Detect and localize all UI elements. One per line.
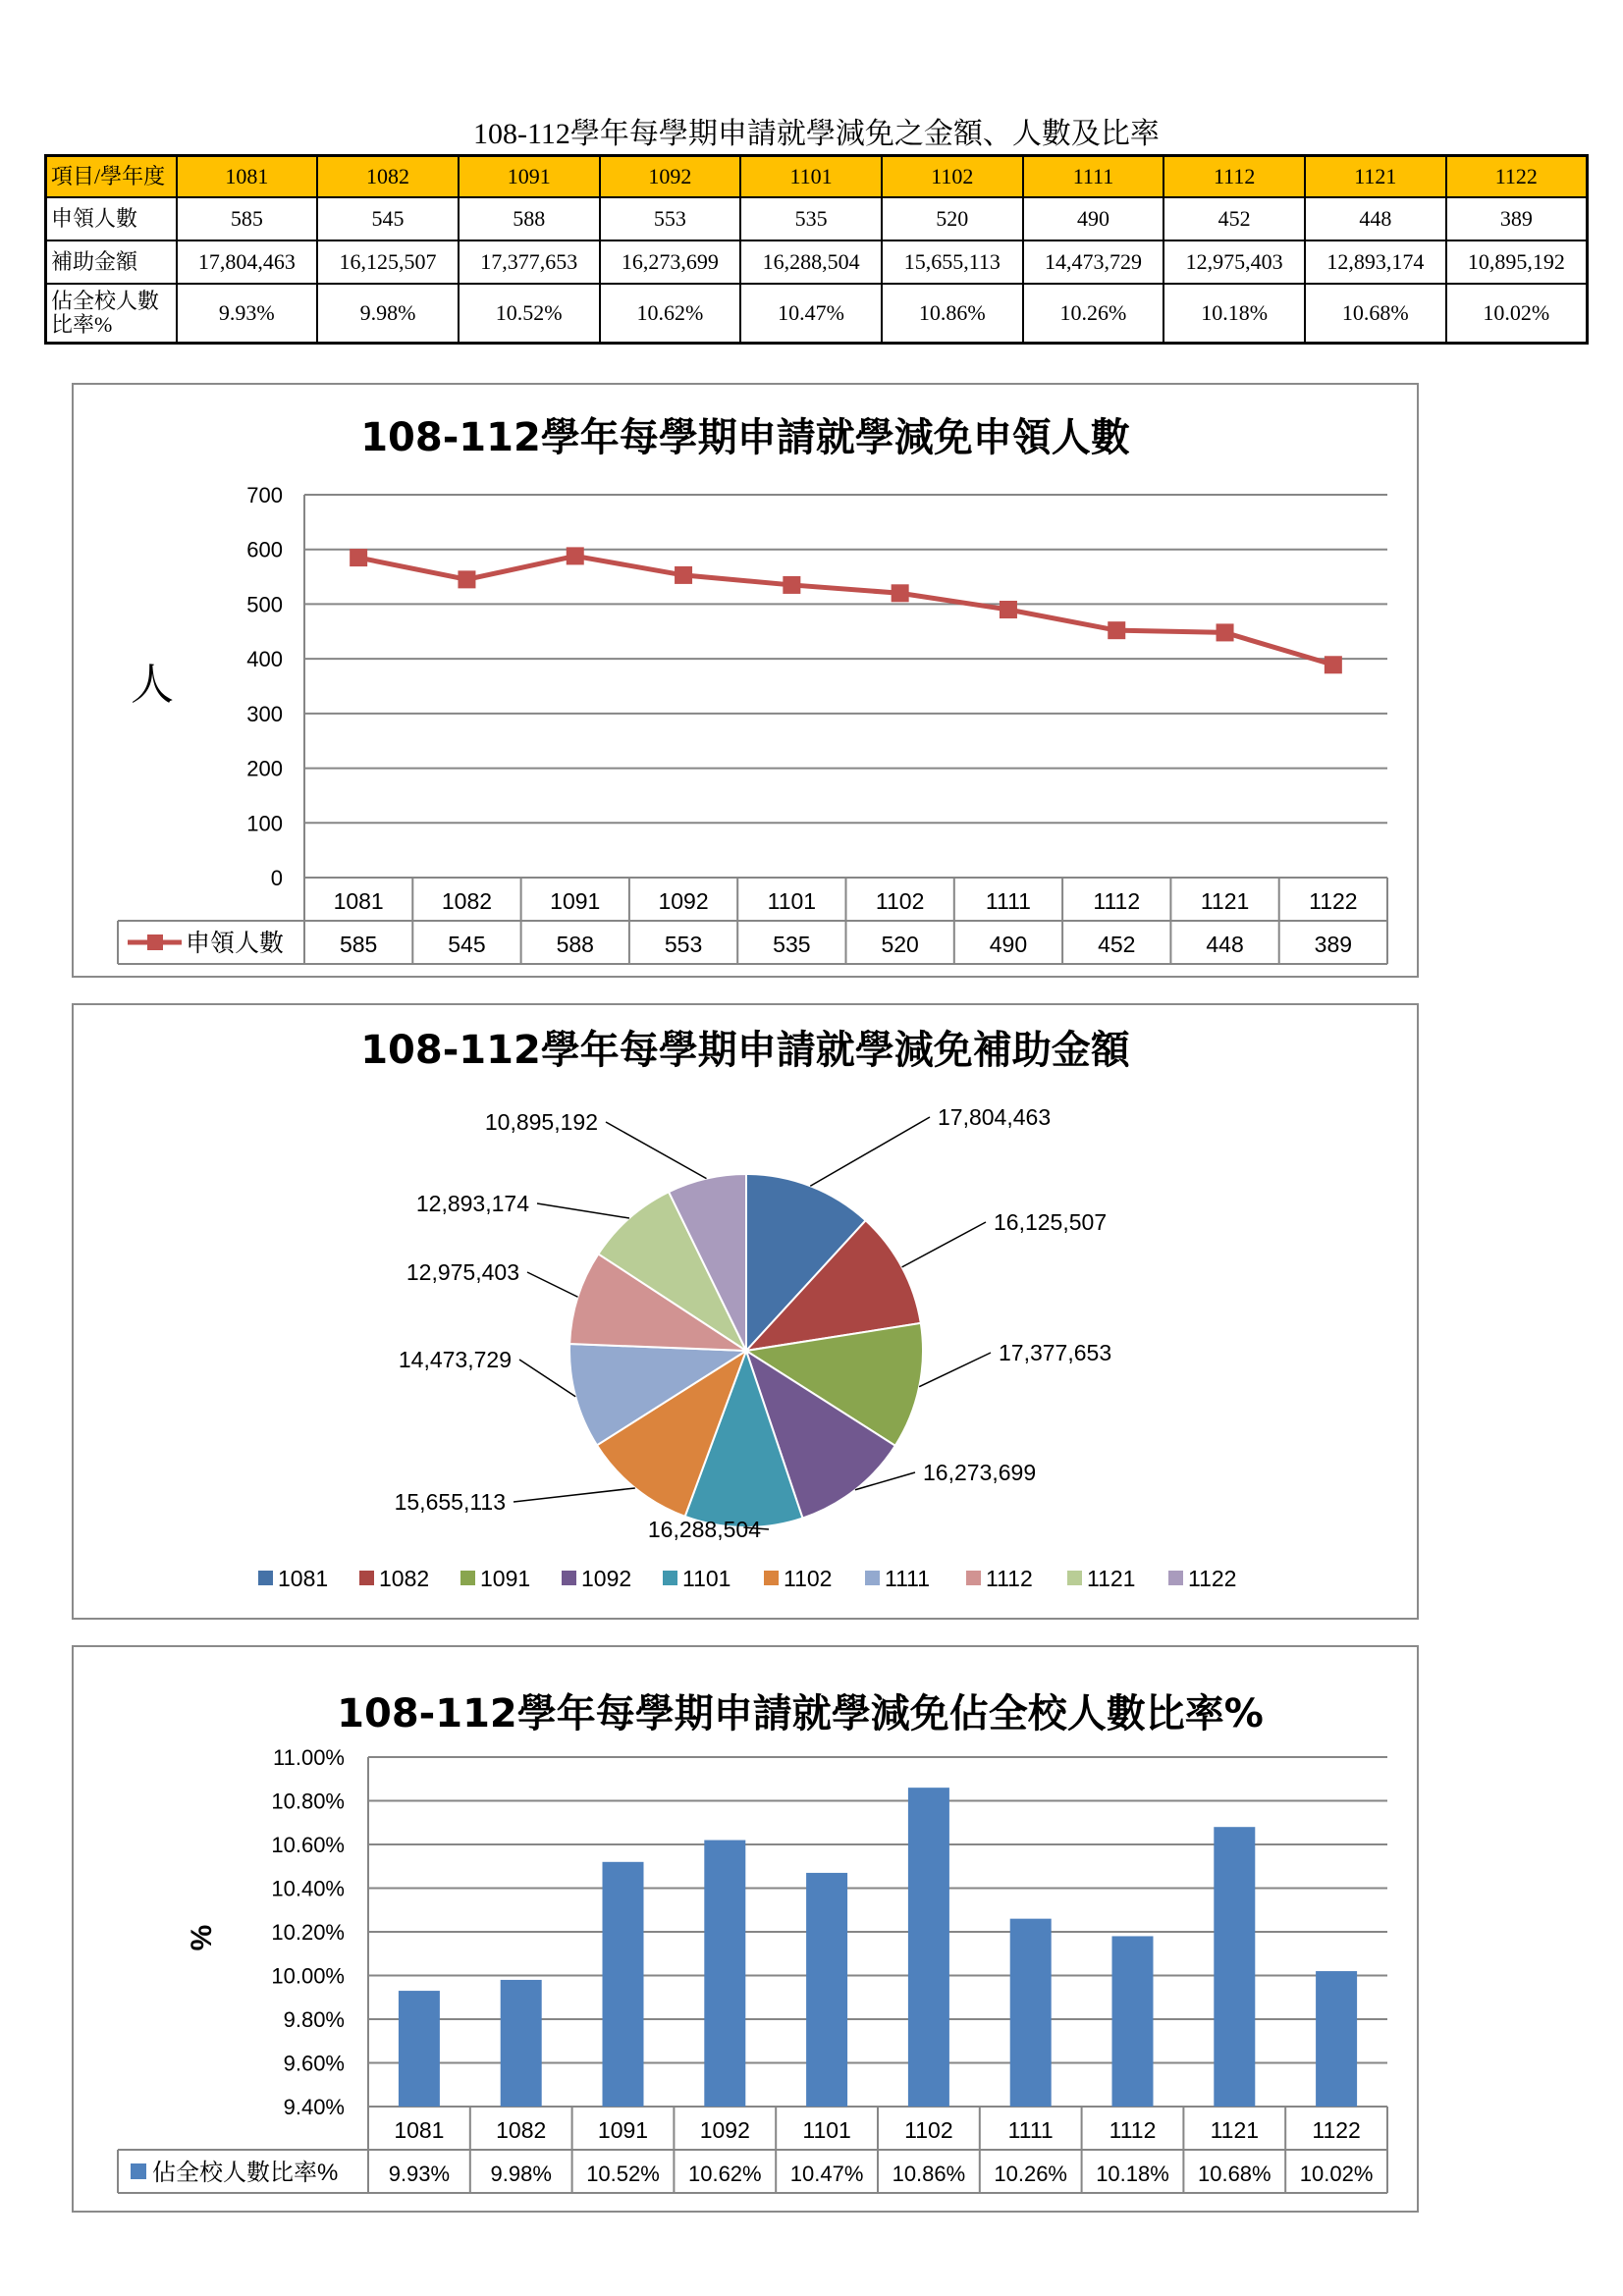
data-label: 10.62% [687, 2162, 762, 2186]
bar [1112, 1936, 1154, 2107]
table-header-semester: 1112 [1163, 156, 1305, 198]
legend-label: 1081 [278, 1566, 329, 1591]
legend-swatch [562, 1571, 576, 1585]
table-cell: 16,273,699 [600, 240, 741, 284]
y-tick-label: 10.80% [271, 1789, 345, 1814]
table-row [46, 284, 1588, 344]
table-cell: 15,655,113 [882, 240, 1023, 284]
bar [399, 1991, 440, 2107]
table-header-semester: 1102 [882, 156, 1023, 198]
bar [806, 1873, 847, 2107]
table-cell: 10.26% [1023, 284, 1164, 344]
table-row-label: 申領人數 [46, 197, 177, 240]
data-label: 585 [339, 932, 378, 957]
data-label: 10.68% [1197, 2162, 1271, 2186]
series-line [358, 556, 1333, 665]
table-cell: 535 [740, 197, 882, 240]
leader-line [527, 1272, 578, 1297]
table-cell: 9.93% [177, 284, 318, 344]
y-tick-label: 11.00% [273, 1745, 345, 1770]
data-point [350, 549, 367, 566]
table-cell: 14,473,729 [1023, 240, 1164, 284]
table-cell: 448 [1305, 197, 1446, 240]
data-label: 520 [881, 932, 919, 957]
y-tick-label: 500 [246, 592, 283, 617]
table-cell: 16,288,504 [740, 240, 882, 284]
x-tick-label: 1082 [441, 888, 493, 914]
legend-label: 1102 [784, 1566, 833, 1591]
table-cell: 10.18% [1163, 284, 1305, 344]
table-row [46, 240, 1588, 284]
data-label: 10.18% [1096, 2162, 1169, 2186]
x-tick-label: 1091 [597, 2117, 649, 2143]
table-cell: 588 [459, 197, 600, 240]
data-label: 9.98% [490, 2162, 552, 2186]
table-header-semester: 1121 [1305, 156, 1446, 198]
legend-swatch [359, 1571, 374, 1585]
chart-title: 108-112學年每學期申請就學減免補助金額 [360, 1028, 1130, 1073]
legend-label: 1112 [986, 1566, 1033, 1591]
leader-line [606, 1122, 706, 1179]
bar [704, 1841, 745, 2107]
chart-title: 108-112學年每學期申請就學減免佔全校人數比率% [337, 1691, 1264, 1736]
data-point [892, 584, 909, 602]
bar [1214, 1827, 1255, 2107]
table-cell: 553 [600, 197, 741, 240]
y-tick-label: 200 [246, 756, 283, 781]
y-tick-label: 400 [246, 647, 283, 672]
y-tick-label: 9.80% [283, 2007, 345, 2032]
y-tick-label: 0 [270, 866, 283, 890]
pie-chart-panel [72, 1003, 1419, 1620]
data-point [567, 547, 584, 564]
line-chart [74, 385, 1417, 976]
leader-line [919, 1353, 991, 1387]
data-point [1325, 656, 1342, 673]
y-tick-label: 10.40% [271, 1876, 345, 1901]
table-row-label: 補助金額 [46, 240, 177, 284]
table-cell: 16,125,507 [317, 240, 459, 284]
y-tick-label: 10.00% [271, 1963, 345, 1989]
table-cell: 10,895,192 [1446, 240, 1588, 284]
y-tick-label: 600 [246, 537, 283, 562]
y-axis-label: % [186, 1924, 218, 1951]
table-cell: 10.86% [882, 284, 1023, 344]
table-header-semester: 1081 [177, 156, 318, 198]
data-label: 490 [989, 932, 1028, 957]
line-chart-panel [72, 383, 1419, 978]
x-tick-label: 1092 [699, 2117, 750, 2143]
bar [1316, 1971, 1357, 2107]
table-cell: 389 [1446, 197, 1588, 240]
data-label: 448 [1206, 932, 1244, 957]
table-title: 108-112學年每學期申請就學減免之金額、人數及比率 [473, 118, 1160, 150]
x-tick-label: 1111 [985, 888, 1031, 914]
data-label: 17,804,463 [938, 1104, 1052, 1130]
legend-label: 申領人數 [186, 930, 285, 957]
legend-label: 1091 [480, 1566, 531, 1591]
x-tick-label: 1101 [802, 2117, 851, 2143]
bar [603, 1862, 644, 2107]
x-tick-label: 1102 [904, 2117, 953, 2143]
data-label: 10.47% [789, 2162, 864, 2186]
data-point [1217, 623, 1234, 641]
table-cell: 545 [317, 197, 459, 240]
data-label: 10,895,192 [484, 1109, 598, 1135]
table-cell: 490 [1023, 197, 1164, 240]
legend-swatch [1168, 1571, 1183, 1585]
leader-line [902, 1222, 986, 1267]
table-cell: 9.98% [317, 284, 459, 344]
table-header-semester: 1092 [600, 156, 741, 198]
data-label: 588 [556, 932, 594, 957]
leader-line [537, 1203, 629, 1218]
data-point [1108, 621, 1125, 639]
data-label: 14,473,729 [398, 1347, 512, 1372]
data-point [1000, 601, 1017, 618]
data-point [458, 570, 475, 588]
table-cell: 585 [177, 197, 318, 240]
x-tick-label: 1121 [1200, 888, 1250, 914]
x-tick-label: 1112 [1093, 888, 1141, 914]
data-label: 10.26% [994, 2162, 1068, 2186]
bar [1010, 1919, 1052, 2107]
table-cell: 17,804,463 [177, 240, 318, 284]
x-tick-label: 1122 [1309, 888, 1358, 914]
table-cell: 520 [882, 197, 1023, 240]
data-point [783, 576, 800, 594]
legend-swatch [966, 1571, 981, 1585]
table-cell: 12,975,403 [1163, 240, 1305, 284]
table-cell: 10.47% [740, 284, 882, 344]
y-tick-label: 100 [246, 811, 283, 836]
legend-swatch [131, 2163, 146, 2179]
legend-swatch [1067, 1571, 1082, 1585]
table-cell: 10.68% [1305, 284, 1446, 344]
y-axis-label: 人 [131, 661, 174, 709]
data-label: 452 [1098, 932, 1136, 957]
table-cell: 10.02% [1446, 284, 1588, 344]
data-label: 10.52% [586, 2162, 660, 2186]
bar [501, 1980, 542, 2107]
y-tick-label: 300 [246, 701, 283, 726]
data-label: 389 [1314, 932, 1353, 957]
data-label: 9.93% [388, 2162, 451, 2186]
legend-swatch [865, 1571, 880, 1585]
leader-line [514, 1488, 635, 1502]
y-tick-label: 10.60% [271, 1833, 345, 1857]
data-label: 535 [773, 932, 811, 957]
x-tick-label: 1081 [333, 888, 384, 914]
chart-title: 108-112學年每學期申請就學減免申領人數 [360, 415, 1130, 460]
data-label: 15,655,113 [394, 1489, 506, 1515]
table-header-semester: 1122 [1446, 156, 1588, 198]
data-label: 16,273,699 [923, 1460, 1037, 1485]
table-row [46, 197, 1588, 240]
table-cell: 10.52% [459, 284, 600, 344]
x-tick-label: 1121 [1210, 2117, 1260, 2143]
x-tick-label: 1112 [1109, 2117, 1157, 2143]
legend-label: 佔全校人數比率% [152, 2160, 339, 2186]
x-tick-label: 1091 [550, 888, 601, 914]
y-tick-label: 10.20% [271, 1920, 345, 1945]
data-label: 545 [448, 932, 486, 957]
bar-chart [74, 1647, 1417, 2211]
x-tick-label: 1081 [394, 2117, 445, 2143]
legend-label: 1082 [379, 1566, 430, 1591]
legend-marker [147, 934, 163, 950]
legend-label: 1121 [1087, 1566, 1136, 1591]
table-header-semester: 1101 [740, 156, 882, 198]
summary-table [44, 154, 1589, 345]
data-label: 12,893,174 [415, 1191, 529, 1216]
data-label: 553 [664, 932, 703, 957]
bar [908, 1788, 949, 2107]
x-tick-label: 1082 [496, 2117, 547, 2143]
data-label: 16,288,504 [647, 1517, 761, 1542]
y-tick-label: 700 [246, 483, 283, 507]
data-label: 10.86% [892, 2162, 966, 2186]
data-label: 12,975,403 [406, 1259, 519, 1285]
data-point [675, 566, 692, 584]
legend-swatch [663, 1571, 677, 1585]
y-tick-label: 9.40% [283, 2095, 345, 2119]
x-tick-label: 1092 [658, 888, 709, 914]
table-header-semester: 1082 [317, 156, 459, 198]
data-label: 16,125,507 [994, 1209, 1108, 1235]
table-header-semester: 1091 [459, 156, 600, 198]
legend-swatch [460, 1571, 475, 1585]
table-cell: 452 [1163, 197, 1305, 240]
legend-label: 1101 [682, 1566, 731, 1591]
x-tick-label: 1111 [1007, 2117, 1054, 2143]
table-cell: 10.62% [600, 284, 741, 344]
legend-label: 1092 [581, 1566, 632, 1591]
bar-chart-panel [72, 1645, 1419, 2213]
table-header-semester: 1111 [1023, 156, 1164, 198]
x-tick-label: 1122 [1312, 2117, 1361, 2143]
legend-swatch [764, 1571, 779, 1585]
x-tick-label: 1101 [767, 888, 817, 914]
table-cell: 17,377,653 [459, 240, 600, 284]
leader-line [519, 1360, 575, 1397]
leader-line [810, 1117, 930, 1186]
table-header-label: 項目/學年度 [46, 156, 177, 198]
data-label: 17,377,653 [999, 1340, 1112, 1365]
table-row-label: 佔全校人數比率% [46, 284, 177, 344]
legend-label: 1111 [885, 1566, 931, 1591]
legend-swatch [258, 1571, 273, 1585]
legend-label: 1122 [1188, 1566, 1237, 1591]
table-cell: 12,893,174 [1305, 240, 1446, 284]
pie-chart [74, 1005, 1417, 1618]
data-label: 10.02% [1299, 2162, 1374, 2186]
x-tick-label: 1102 [875, 888, 925, 914]
y-tick-label: 9.60% [283, 2051, 345, 2076]
